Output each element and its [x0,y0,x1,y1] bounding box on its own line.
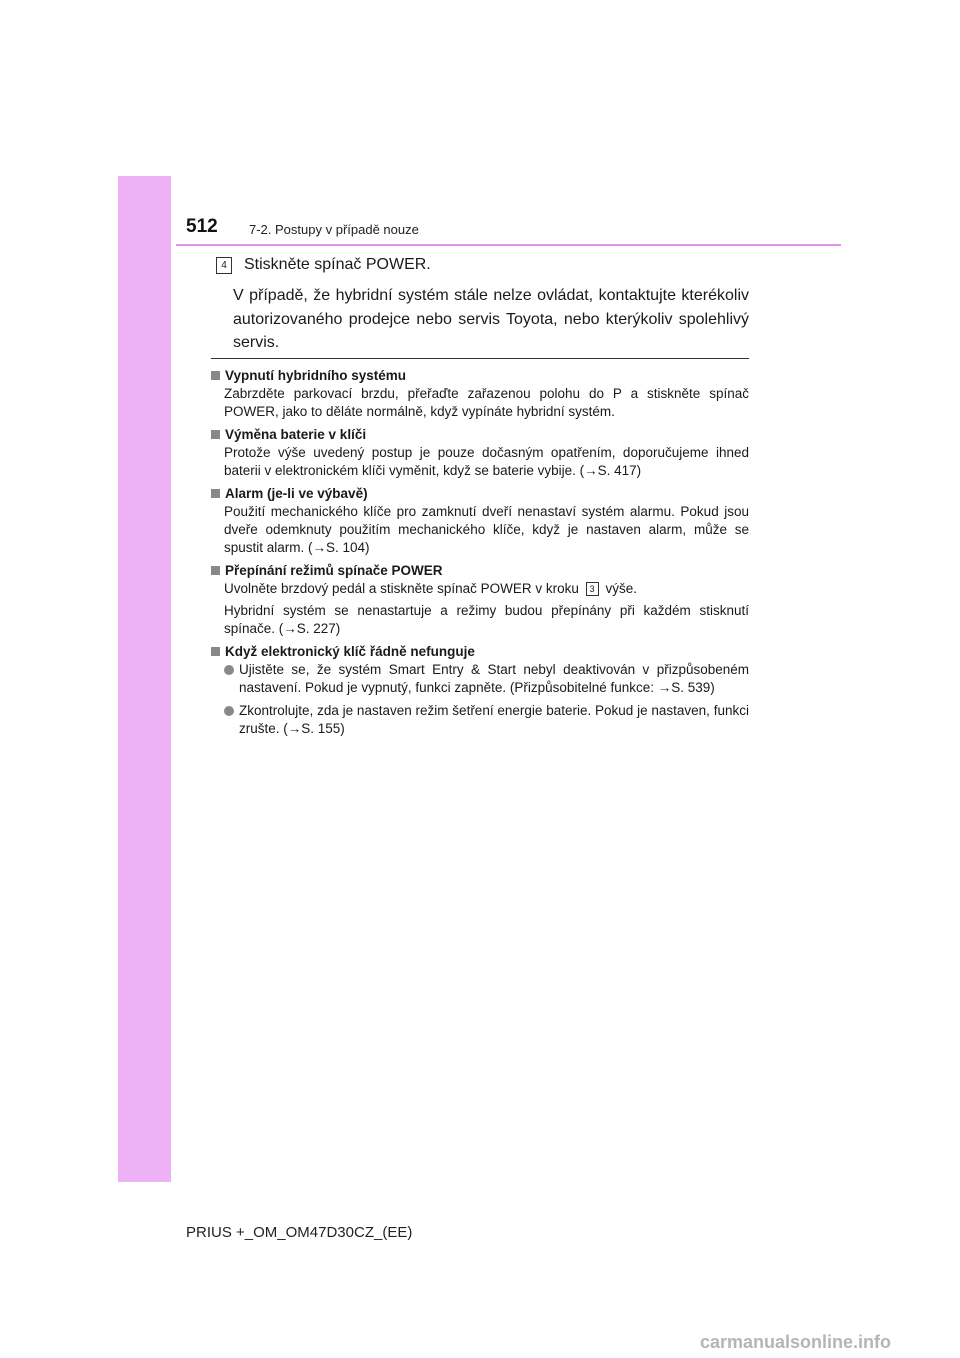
square-bullet-icon [211,371,220,380]
watermark-logo: carmanualsonline.info [700,1332,892,1352]
note-body: Zabrzděte parkovací brzdu, přeřaďte zařazenou polohu do P a stiskněte spínač POWER, jako to děláte normálně, když vypínáte hybridní systém. [224,386,749,419]
note-body: Použití mechanického klíče pro zamknutí dveří nenastaví systém alarmu. Pokud jsou dveře odemknuty použitím mechanického klíče, když je nastaven alarm, může se spustit alarm. (→S. 104) [224,504,749,555]
square-bullet-icon [211,489,220,498]
step-block [216,255,749,355]
square-bullet-icon [211,430,220,439]
note-title: Přepínání režimů spínače POWER [225,563,443,578]
notes-section [211,366,749,743]
note-body: Hybridní systém se nenastartuje a režimy budou přepínány při každém stisknutí spínače. (→S. 227) [224,603,749,636]
bullet-text: Zkontrolujte, zda je nastaven režim šetření energie baterie. Pokud je nastaven, funkci zrušte. (→S. 155) [239,703,749,736]
chapter-title: 7-2. Postupy v případě nouze [249,222,419,237]
section-divider [211,358,749,359]
step-description: V případě, že hybridní systém stále nelze ovládat, kontaktujte kterékoliv autorizovaného prodejce nebo servis Toyota, nebo kterýkoliv spolehlivý servis. [233,287,749,351]
note-item [211,425,749,480]
footer-doc-code: PRIUS +_OM_OM47D30CZ_(EE) [186,1224,413,1241]
header-rule [176,244,841,246]
square-bullet-icon [211,566,220,575]
step-number-box: 4 [216,257,232,274]
step-reference-box: 3 [586,582,599,596]
bullet-item [224,661,749,697]
note-item [211,561,749,638]
square-bullet-icon [211,647,220,656]
note-body-before: Uvolněte brzdový pedál a stiskněte spínač POWER v kroku [224,581,579,596]
note-item [211,642,749,738]
step-row [216,255,749,275]
round-bullet-icon [224,665,234,675]
note-body-after: výše. [605,581,637,596]
note-title: Výměna baterie v klíči [225,427,367,442]
note-title: Vypnutí hybridního systému [225,368,407,383]
bullet-item [224,702,749,738]
note-body: Protože výše uvedený postup je pouze dočasným opatřením, doporučujeme ihned baterii v elektronickém klíči vyměnit, když se baterie vybije. (→S. 417) [224,445,749,478]
round-bullet-icon [224,706,234,716]
chapter-sidebar-tab [118,176,171,1182]
note-item [211,484,749,557]
bullet-text: Ujistěte se, že systém Smart Entry & Start nebyl deaktivován v přizpůsobeném nastavení. Pokud je vypnutý, funkci zapněte. (Přizpůsobitelné funkce: →S. 539) [239,662,749,695]
note-title: Alarm (je-li ve výbavě) [225,486,368,501]
note-item [211,366,749,421]
note-title: Když elektronický klíč řádně nefunguje [225,644,475,659]
step-title: Stiskněte spínač POWER. [244,256,431,273]
page-number: 512 [186,216,218,237]
